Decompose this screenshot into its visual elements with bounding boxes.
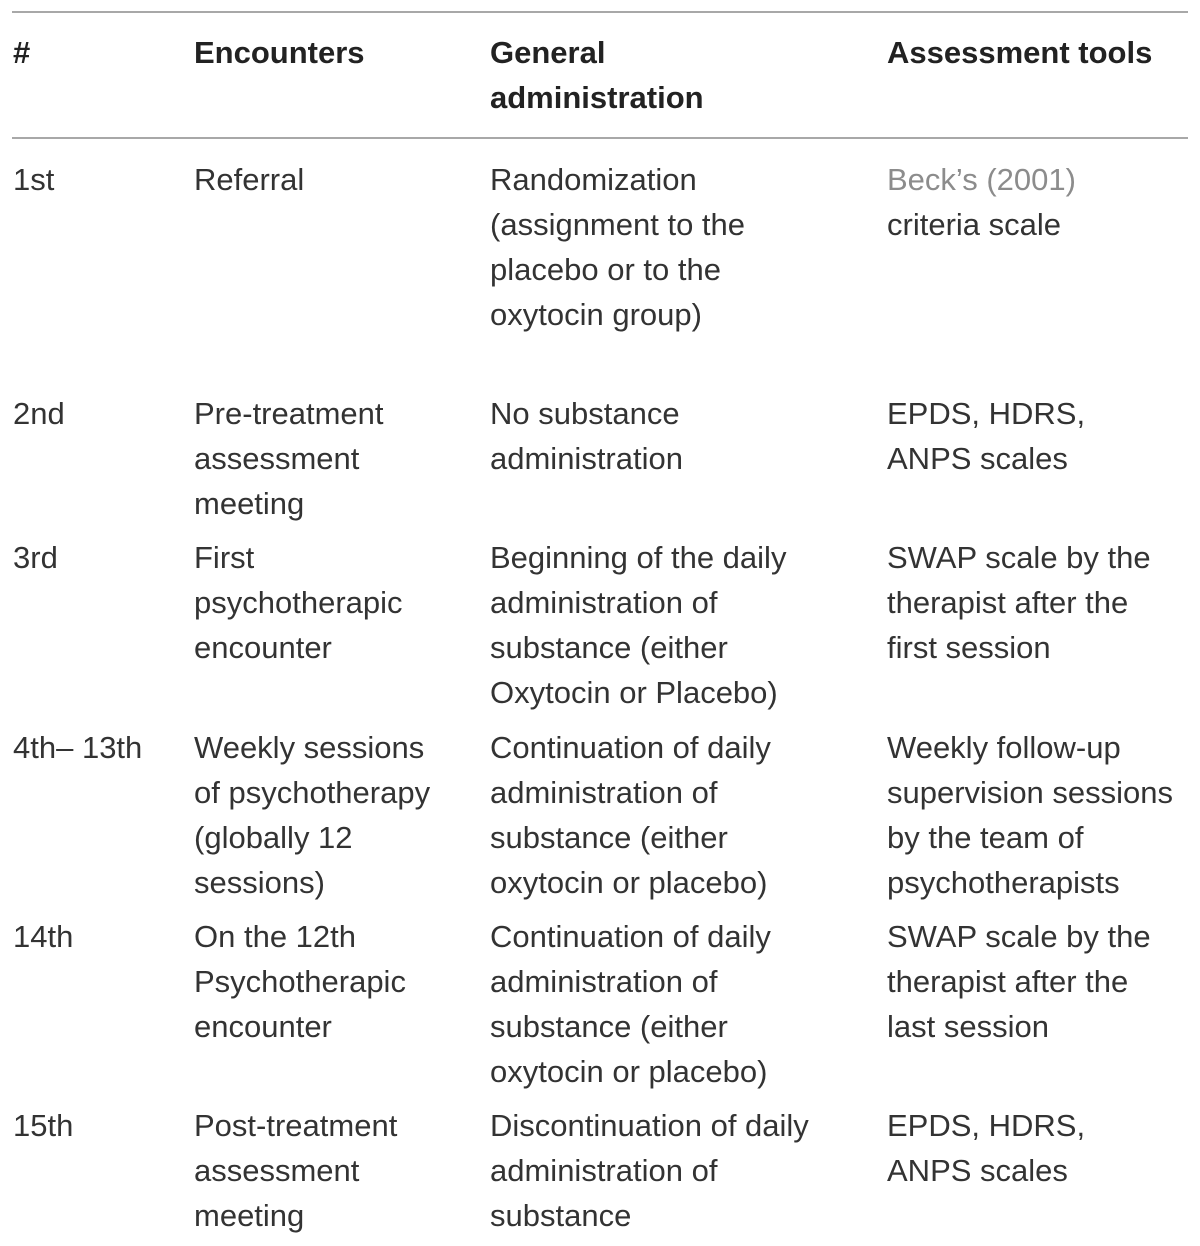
row-encounter: Post-treatment assessment meeting (194, 1108, 398, 1233)
row-encounter: Weekly sessions of psychotherapy (globally 12 sessions) (194, 730, 431, 900)
citation-link[interactable]: Beck’s (2001) (887, 162, 1076, 197)
header-number: # (13, 35, 31, 70)
row-administration: Continuation of daily administration of substance (either oxytocin or placebo) (490, 730, 771, 900)
row-number: 1st (13, 162, 55, 197)
table-top-rule (12, 11, 1188, 13)
header-assessment-tools: Assessment tools (887, 35, 1153, 70)
row-administration: Discontinuation of daily administration of substance (490, 1108, 809, 1233)
header-encounters: Encounters (194, 35, 365, 70)
row-assessment-tools-text: criteria scale (887, 207, 1061, 242)
row-administration: Continuation of daily administration of substance (either oxytocin or placebo) (490, 919, 771, 1089)
row-number: 4th– 13th (13, 730, 143, 765)
row-assessment-tools: EPDS, HDRS, ANPS scales (887, 396, 1086, 476)
row-administration: No substance administration (490, 396, 683, 476)
row-assessment-tools: EPDS, HDRS, ANPS scales (887, 1108, 1086, 1188)
row-administration: Beginning of the daily administration of substance (either Oxytocin or Placebo) (490, 540, 787, 710)
row-encounter: Pre-treatment assessment meeting (194, 396, 384, 521)
row-number: 14th (13, 919, 74, 954)
row-encounter: On the 12th Psychotherapic encounter (194, 919, 406, 1044)
row-assessment-tools: Weekly follow-up supervision sessions by the team of psychotherapists (887, 730, 1174, 900)
row-assessment-tools (887, 157, 1192, 247)
row-number: 2nd (13, 396, 65, 431)
row-number: 15th (13, 1108, 74, 1143)
row-assessment-tools: SWAP scale by the therapist after the last session (887, 919, 1151, 1044)
header-general-administration: General administration (490, 35, 704, 115)
row-encounter: Referral (194, 162, 305, 197)
header-rule (12, 137, 1188, 139)
row-administration: Randomization (assignment to the placebo or to the oxytocin group) (490, 162, 746, 332)
row-assessment-tools: SWAP scale by the therapist after the first session (887, 540, 1151, 665)
row-number: 3rd (13, 540, 58, 575)
row-encounter: First psychotherapic encounter (194, 540, 403, 665)
